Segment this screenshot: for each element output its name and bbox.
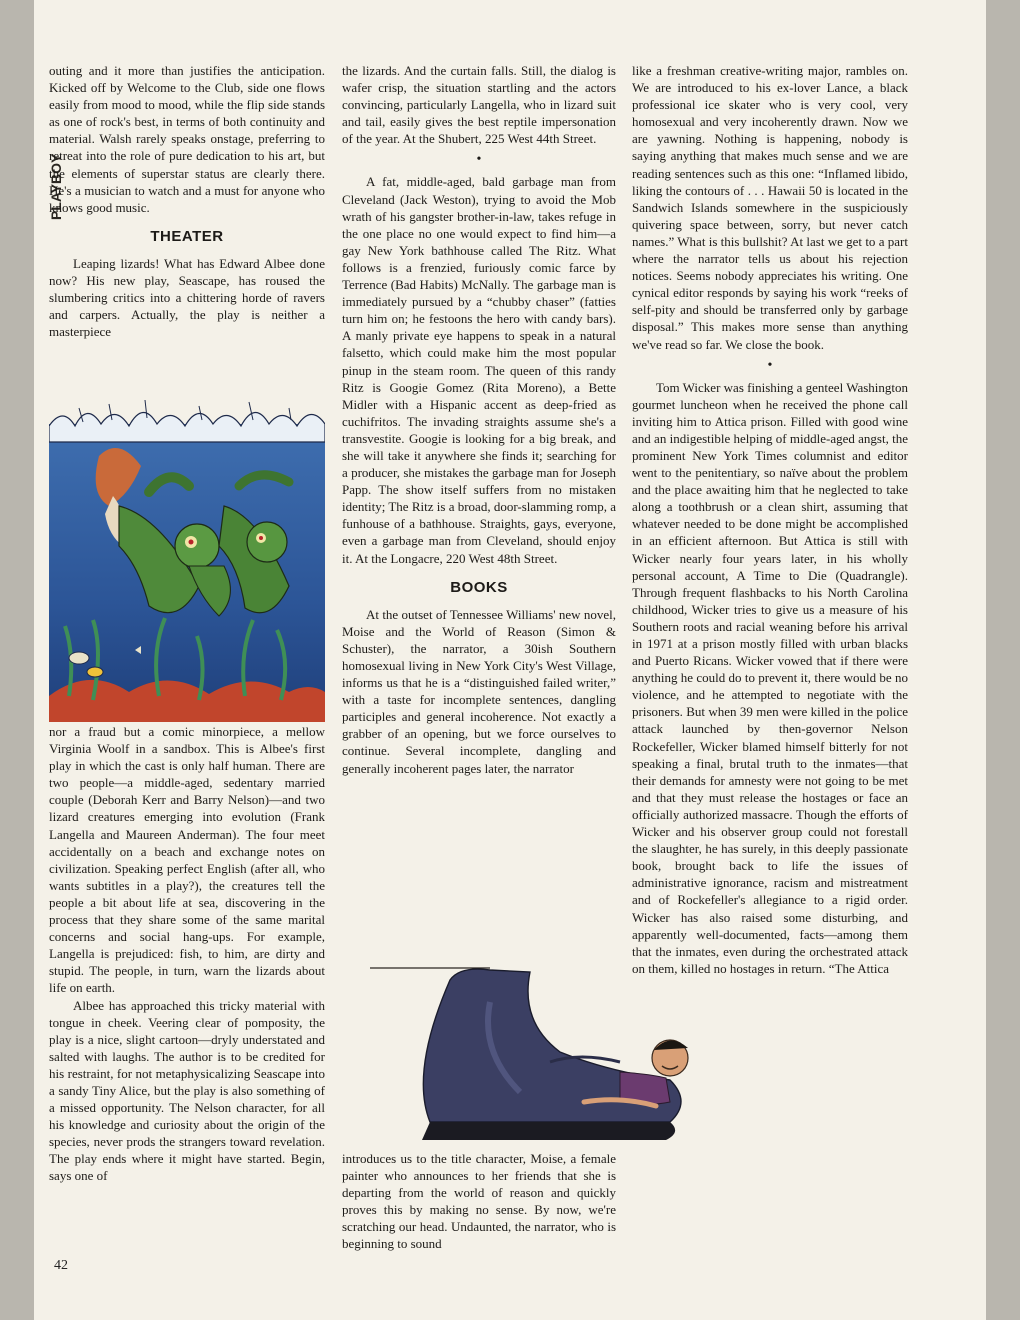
moise-review-body: introduces us to the title character, Moise, a female painter who announces to her friends that she is departing from the world of reason and quickly proves this by making no sense. By now, we're scratching our head. Undaunted, the narrator, who is beginning to sound	[342, 1151, 616, 1252]
column-1	[49, 62, 325, 340]
column-3	[632, 62, 908, 977]
section-heading-theater: THEATER	[150, 227, 224, 245]
underwater-lizards-illustration	[49, 396, 325, 722]
section-heading-books: BOOKS	[450, 578, 508, 596]
moise-review-intro: At the outset of Tennessee Williams' new novel, Moise and the World of Reason (Simon & Schuster), the narrator, a 30ish Southern homosexual living in New York City's West Village, informs us that he is a “distinguished failed writer,” with a taste for incomplete sentences, dangling participles and general incoherence. Not exactly a grabber of an opening, but we force ourselves to continue. Several incomplete, dangling and generally incoherent pages later, the narrator	[342, 606, 616, 776]
section-divider: •	[767, 357, 773, 373]
masthead: PLAYBOY	[48, 153, 64, 220]
seascape-review-conclusion: Albee has approached this tricky material with tongue in cheek. Veering clear of pomposity, the play is a nice, slight cartoon—dryly understated and salted with laughs. The author is to be credited for his restraint, for not metaphysicalizing Seascape into a sandy Tiny Alice, but the play is also something of a missed opportunity. The Nelson character, for all his knowledge and curiosity about the origin of the species, never prods the strangers toward revelation. The play ends where it might have started. Begin, says one of	[49, 997, 325, 1184]
music-review-text: outing and it more than justifies the anticipation. Kicked off by Welcome to the Club, side one flows easily from mood to mood, while the flip side stands as one of rock's best, in terms of both continuity and material. Walsh rarely speaks onstage, preferring to retreat into the role of pure dedication to his art, but the elements of superstar status are clearly there. He's a musician to watch and a must for anyone who knows good music.	[49, 63, 325, 215]
seascape-review-body: nor a fraud but a comic minorpiece, a mellow Virginia Woolf in a sandbox. This is Albee's first play in which the cast is only half human. There are two people—a middle-aged, sedentary married couple (Deborah Kerr and Barry Nelson)—and two lizard creatures emerging into evolution (Frank Langella and Maureen Anderman). The four meet accidentally on a beach and exchange notes on civilization. Speaking perfect English (after all, who wants subtitles in a play?), the creatures tell the people a bit about life at sea, discovering in the process that they share some of the same marital concerns and social hang-ups. For example, Langella is prejudiced: fish, to him, are dirty and stupid. The people, in turn, warn the lizards about life on earth.	[49, 724, 325, 996]
page-number: 42	[54, 1258, 68, 1273]
giant-shoe-illustration	[370, 962, 700, 1147]
column-2-continued	[342, 1150, 616, 1253]
seascape-review-intro: Leaping lizards! What has Edward Albee done now? His new play, Seascape, has roused the slumbering critics into a chittering horde of ravers and carpers. Actually, the play is neither a masterpiece	[49, 255, 325, 340]
column-1-continued	[49, 723, 325, 1185]
the-ritz-review: A fat, middle-aged, bald garbage man from Cleveland (Jack Weston), trying to avoid the Mob wrath of his gangster brother-in-law, takes refuge in the one place no one would expect to find him—a gay New York bathhouse called The Ritz. What follows is a frenzied, furiously comic farce by Terrence (Bad Habits) McNally. The garbage man is immediately pursued by a “chubby chaser” (fatties turn him on; he festoons the hero with candy bars). A manly private eye happens to speak in a natural falsetto, which could make him the most popular pinup in the steam room. The queen of this randy Ritz is Googie Gomez (Rita Moreno), a Bette Midler with a Hispanic accent as deep-fried as cuchifritos. The invading straights assume she's a transvestite. Googie is looking for a big break, and she will take it anywhere she finds it; searching for a producer, she mistakes the garbage man for Joseph Papp. The show itself suffers from no mistaken identity; The Ritz is a broad, door-slamming romp, a funhouse of a bathhouse. Straights, gays, everyone, even a garbage man from Cleveland, should enjoy it. At the Longacre, 220 West 48th Street.	[342, 174, 616, 566]
section-divider: •	[476, 152, 482, 168]
moise-review-conclusion: like a freshman creative-writing major, rambles on. We are introduced to his ex-lover Lance, a black professional ice skater who is very cool, very homosexual and very incoherently drawn. Now we are yawning. Nothing is happening, nobody is saying anything that makes much sense and we are reading sentences such as this one: “Inflamed libido, liking the contours of . . . Hawaii 50 is located in the Sandwich Islands somewhere in the suspiciously quivering space between, sorry, but never catch names.” What is this bullshit? At last we get to a part where the narrator tells us about his rejection notices. Seems nobody appreciates his writing. One cynical editor responds by saying his work “reeks of self-pity and should be transferred only by garbage disposal.” This makes more sense than anything we've read so far. We close the book.	[632, 63, 908, 352]
seascape-review-ending: the lizards. And the curtain falls. Still, the dialog is wafer crisp, the situation startling and the actors convincing, particularly Langella, who in lizard suit and tail, easily gives the best reptile impersonation of the year. At the Shubert, 225 West 44th Street.	[342, 63, 616, 147]
a-time-to-die-review: Tom Wicker was finishing a genteel Washington gourmet luncheon when he received the phone call inviting him to Attica prison. Filled with good wine and an indigestible helping of middle-aged angst, the prominent New York Times columnist and editor went to the penitentiary, so naïve about the problem and the place awaiting him that he neglected to take along a toothbrush or a clean shirt, assuming that whatever needed to be done might be accomplished in an efficient afternoon. But Attica is still with Wicker nearly four years later, in his wholly personal account, A Time to Die (Quadrangle). Through frequent flashbacks to his North Carolina childhood, Wicker tries to give us a measure of his Southern roots and racial weaning before his arrival in 1971 at a prison mostly filled with urban blacks and Puerto Ricans. Wicker vowed that if there were anything he could do to prevent it, there would be no violence, and he attempted to negotiate with the prisoners. But when 39 men were killed in the police attack launched by then-governor Nelson Rockefeller, Wicker blamed himself bitterly for not speaking a final, brutal truth to the inmates—that their demands for amnesty were not going to be met and that they must release the hostages or face an officially authorized massacre. Though the efforts of Wicker and his observer group could not forestall the slaughter, he has surely, in this deeply passionate book, brought back to life the issues of administrative ignorance, racism and mistreatment and of Rockefeller's allegiance to a rigid order. Wicker has also raised some disturbing, and apparently well-documented, facts—among them that the inmates, even during the orchestrated attack on them, killed no hostages in return. “The Attica	[632, 379, 908, 976]
column-2	[342, 62, 616, 777]
